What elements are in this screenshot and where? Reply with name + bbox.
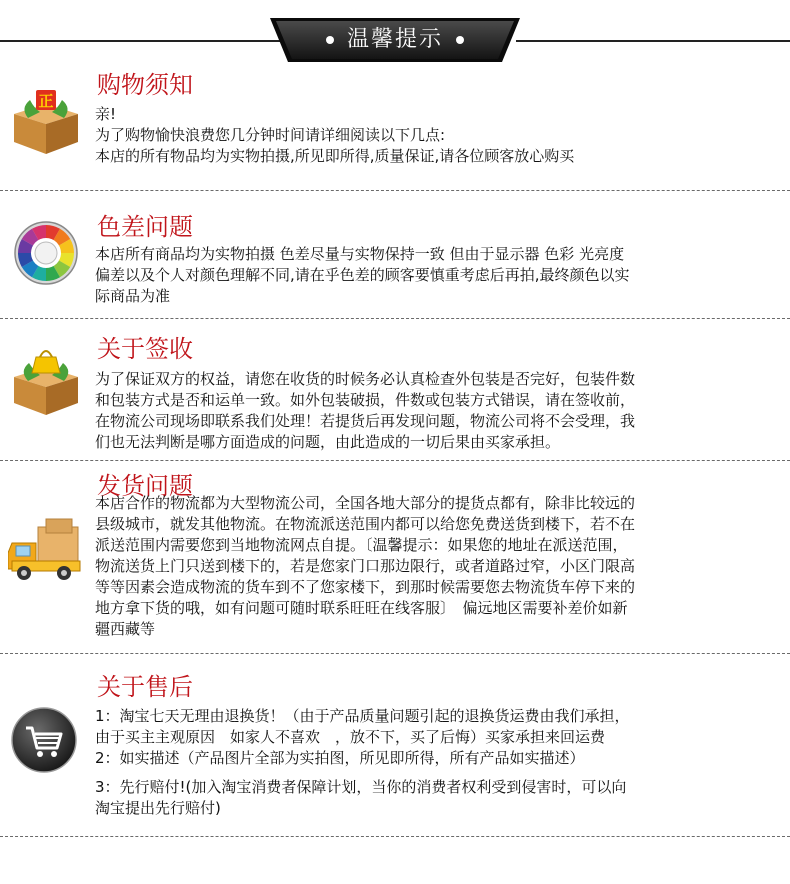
text-line: 偏差以及个人对颜色理解不同,请在乎色差的顾客要慎重考虑后再拍,最终颜色以实 [95,266,630,284]
shopping-cart-icon [10,706,78,774]
header-line-right [516,40,790,42]
text-line: 1：淘宝七天无理由退换货！（由于产品质量问题引起的退换货运费由我们承担， [95,707,630,725]
text-line: 在物流公司现场即联系我们处理！若提货后再发现问题，物流公司将不会受理，我 [95,412,636,430]
text-line: 们也无法判断是哪方面造成的问题，由此造成的一切后果由买家承担。 [95,433,561,451]
section-title: 发货问题 [97,472,193,500]
text-line: 物流送货上门只送到楼下的，若是您家门口那边限行，或者道路过窄，小区门限高 [95,557,636,575]
section-body [95,493,745,640]
color-wheel-icon [12,219,80,287]
section-title: 色差问题 [97,213,193,241]
text-line: 县级城市，就发其他物流。在物流派送范围内都可以给您免费送货到楼下，若不在 [95,515,636,533]
delivery-truck-icon [8,513,84,589]
header-banner [270,18,520,62]
text-line: 疆西藏等 [95,620,156,638]
section-divider [0,836,790,837]
section-title: 关于签收 [97,335,193,363]
section-shopping-notice [0,62,790,190]
text-line: 和包装方式是否和运单一致。如外包装破损，件数或包装方式错误，请在签收前， [95,391,636,409]
text-line: 2：如实描述（产品图片全部为实拍图，所见即所得，所有产品如实描述） [95,749,585,767]
text-line: 际商品为准 [95,287,171,305]
section-body [95,244,745,307]
text-line: 淘宝提出先行赔付) [95,799,221,817]
section-title: 关于售后 [97,673,193,701]
text-line: 等等因素会造成物流的货车到不了您家楼下，到那时候需要您去物流货车停下来的 [95,578,636,596]
text-line: 本店的所有物品均为实物拍摄,所见即所得,质量保证,请各位顾客放心购买 [95,147,575,165]
section-shipping [0,461,790,651]
header [0,0,790,70]
text-line: 地方拿下货的哦，如有问题可随时联系旺旺在线客服〕 偏远地区需要补差价如新 [95,599,628,617]
section-after-sales [0,654,790,834]
package-box-icon [8,343,84,419]
section-body [95,369,745,453]
header-line-left [0,40,283,42]
text-line: 亲! [95,105,117,123]
section-color-difference [0,191,790,317]
page-title: 温馨提示 [346,27,443,52]
section-receipt [0,319,790,459]
text-line: 派送范围内需要您到当地物流网点自提。〔温馨提示：如果您的地址在派送范围， [95,536,628,554]
svg-text:正: 正 [38,92,54,110]
section-title: 购物须知 [97,71,193,99]
text-line: 本店所有商品均为实物拍摄 色差尽量与实物保持一致 但由于显示器 色彩 光亮度 [95,245,625,263]
section-body [95,104,745,167]
text-line: 由于买主主观原因 如家人不喜欢 ，放不下，买了后悔）买家承担来回运费 [95,728,606,746]
text-line: 为了购物愉快浪费您几分钟时间请详细阅读以下几点: [95,126,446,144]
text-line: 3：先行赔付!(加入淘宝消费者保障计划，当你的消费者权利受到侵害时，可以向 [95,778,627,796]
text-line: 本店合作的物流都为大型物流公司，全国各地大部分的提货点都有，除非比较远的 [95,494,636,512]
text-line: 为了保证双方的权益，请您在收货的时候务必认真检查外包装是否完好，包装件数 [95,370,636,388]
gift-box-icon [8,84,84,160]
section-body [95,706,745,819]
